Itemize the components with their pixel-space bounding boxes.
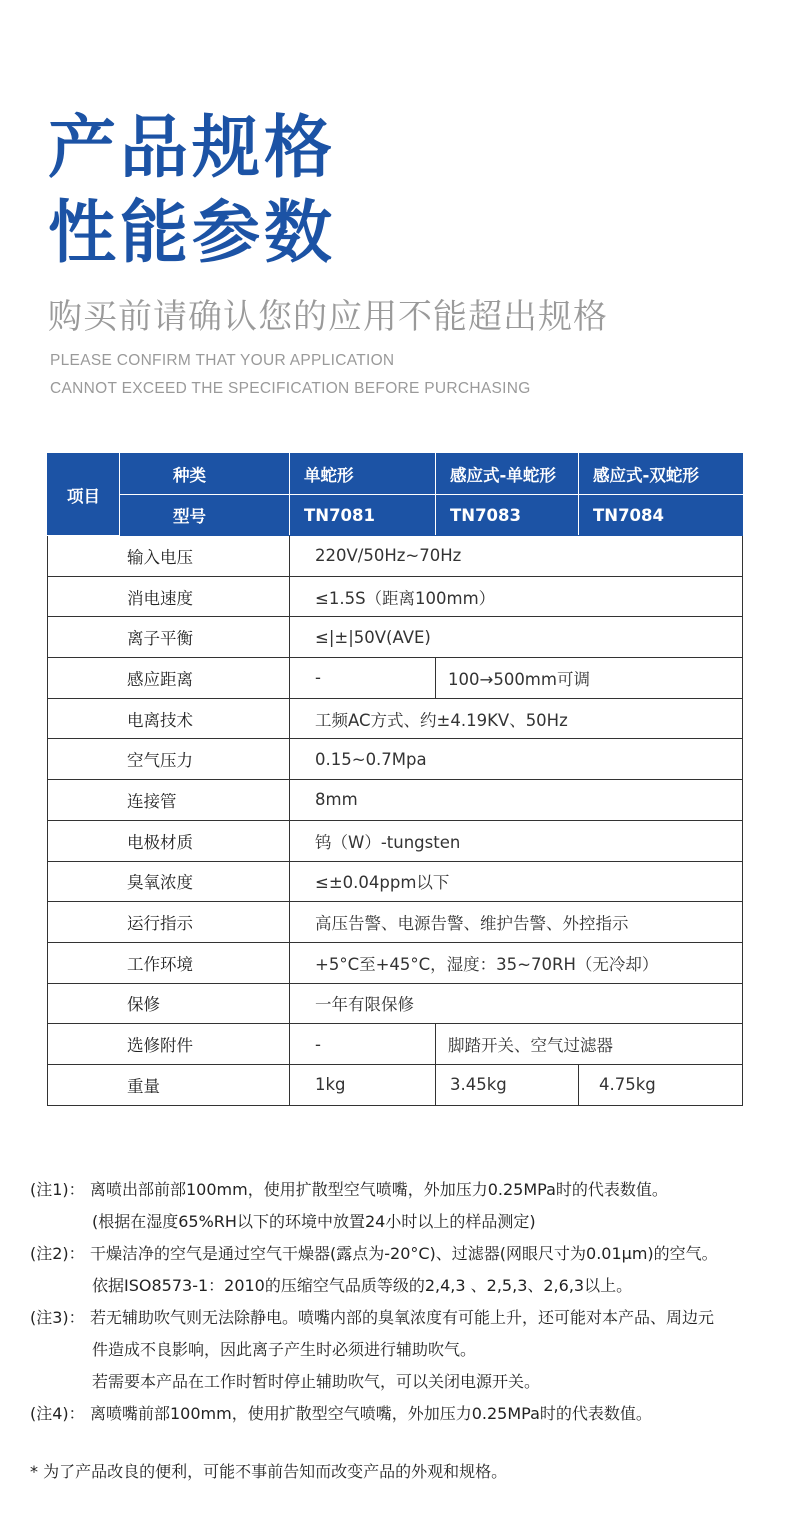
- note-text: 若需要本产品在工作时暂时停止辅助吹气，可以关闭电源开关。: [92, 1372, 541, 1391]
- table-row: [48, 698, 743, 739]
- table-row: [48, 983, 743, 1024]
- subtitle-chinese: 购买前请确认您的应用不能超出规格: [48, 297, 608, 337]
- row-value: 8mm: [290, 780, 743, 821]
- subtitle-english-line2: CANNOT EXCEED THE SPECIFICATION BEFORE PURCHASING: [50, 380, 531, 397]
- table-header-row-types: [48, 454, 743, 495]
- row-value: 钨（W）-tungsten: [290, 820, 743, 861]
- spec-table: [47, 453, 743, 1106]
- row-value: 4.75kg: [579, 1064, 743, 1105]
- table-row: [48, 820, 743, 861]
- row-name: 重量: [48, 1064, 290, 1105]
- table-row: [48, 1064, 743, 1105]
- header-type-label: 种类: [120, 454, 290, 495]
- table-row: [48, 780, 743, 821]
- row-name: 感应距离: [48, 658, 290, 699]
- row-value: -: [290, 658, 436, 699]
- page-title-line2: 性能参数: [48, 194, 337, 273]
- row-value: 工频AC方式、约±4.19KV、50Hz: [290, 698, 743, 739]
- row-name: 离子平衡: [48, 617, 290, 658]
- footnote: * 为了产品改良的便利，可能不事前告知而改变产品的外观和规格。: [30, 1462, 508, 1481]
- note-tag: (注4)：: [30, 1404, 85, 1423]
- header-model-3: TN7084: [579, 495, 743, 536]
- table-row: [48, 617, 743, 658]
- note-3: [30, 1302, 770, 1334]
- note-text: 依据ISO8573-1：2010的压缩空气品质等级的2,4,3 、2,5,3、2,6,3以上。: [92, 1276, 633, 1295]
- row-name: 电极材质: [48, 820, 290, 861]
- table-row: [48, 536, 743, 577]
- row-name: 保修: [48, 983, 290, 1024]
- table-header-row-models: [48, 495, 743, 536]
- table-row: [48, 739, 743, 780]
- note-1: [30, 1174, 770, 1206]
- page-title-line1: 产品规格: [48, 109, 337, 188]
- note-tag: (注2)：: [30, 1244, 85, 1263]
- row-name: 臭氧浓度: [48, 861, 290, 902]
- row-name: 输入电压: [48, 536, 290, 577]
- header-model-1: TN7081: [290, 495, 436, 536]
- note-text: 干燥洁净的空气是通过空气干燥器(露点为-20°C)、过滤器(网眼尺寸为0.01μm)的空气。: [90, 1244, 718, 1263]
- table-row: [48, 942, 743, 983]
- row-value: 一年有限保修: [290, 983, 743, 1024]
- note-2: [30, 1238, 770, 1270]
- note-text: (根据在湿度65%RH以下的环境中放置24小时以上的样品测定): [92, 1212, 536, 1231]
- subtitle-english-line1: PLEASE CONFIRM THAT YOUR APPLICATION: [50, 352, 395, 369]
- row-name: 运行指示: [48, 902, 290, 943]
- header-type-1: 单蛇形: [290, 454, 436, 495]
- row-value: 100→500mm可调: [436, 658, 743, 699]
- header-type-3: 感应式-双蛇形: [579, 454, 743, 495]
- row-value: ≤1.5S（距离100mm）: [290, 576, 743, 617]
- row-name: 选修附件: [48, 1024, 290, 1065]
- table-row: [48, 1024, 743, 1065]
- table-row: [48, 902, 743, 943]
- note-tag: (注1)：: [30, 1180, 85, 1199]
- note-text: 离喷嘴前部100mm，使用扩散型空气喷嘴，外加压力0.25MPa时的代表数值。: [90, 1404, 652, 1423]
- note-tag: (注3)：: [30, 1308, 85, 1327]
- header-model-label: 型号: [120, 495, 290, 536]
- row-value: 0.15~0.7Mpa: [290, 739, 743, 780]
- note-4: [30, 1398, 770, 1430]
- row-name: 空气压力: [48, 739, 290, 780]
- row-name: 工作环境: [48, 942, 290, 983]
- row-value: 3.45kg: [436, 1064, 579, 1105]
- row-name: 电离技术: [48, 698, 290, 739]
- notes-section: [30, 1174, 770, 1430]
- row-value: ≤±0.04ppm以下: [290, 861, 743, 902]
- row-name: 消电速度: [48, 576, 290, 617]
- note-text: 若无辅助吹气则无法除静电。喷嘴内部的臭氧浓度有可能上升，还可能对本产品、周边元: [90, 1308, 715, 1327]
- row-value: 脚踏开关、空气过滤器: [436, 1024, 743, 1065]
- row-value: ≤|±|50V(AVE): [290, 617, 743, 658]
- table-row: [48, 576, 743, 617]
- header-model-2: TN7083: [436, 495, 579, 536]
- table-row: [48, 658, 743, 699]
- note-text: 离喷出部前部100mm，使用扩散型空气喷嘴，外加压力0.25MPa时的代表数值。: [90, 1180, 668, 1199]
- row-name: 连接管: [48, 780, 290, 821]
- note-text: 件造成不良影响，因此离子产生时必须进行辅助吹气。: [92, 1340, 477, 1359]
- row-value: +5°C至+45°C，湿度：35~70RH（无冷却）: [290, 942, 743, 983]
- row-value: 1kg: [290, 1064, 436, 1105]
- row-value: -: [290, 1024, 436, 1065]
- header-type-2: 感应式-单蛇形: [436, 454, 579, 495]
- row-value: 220V/50Hz~70Hz: [290, 536, 743, 577]
- table-row: [48, 861, 743, 902]
- header-item: 项目: [48, 454, 120, 536]
- row-value: 高压告警、电源告警、维护告警、外控指示: [290, 902, 743, 943]
